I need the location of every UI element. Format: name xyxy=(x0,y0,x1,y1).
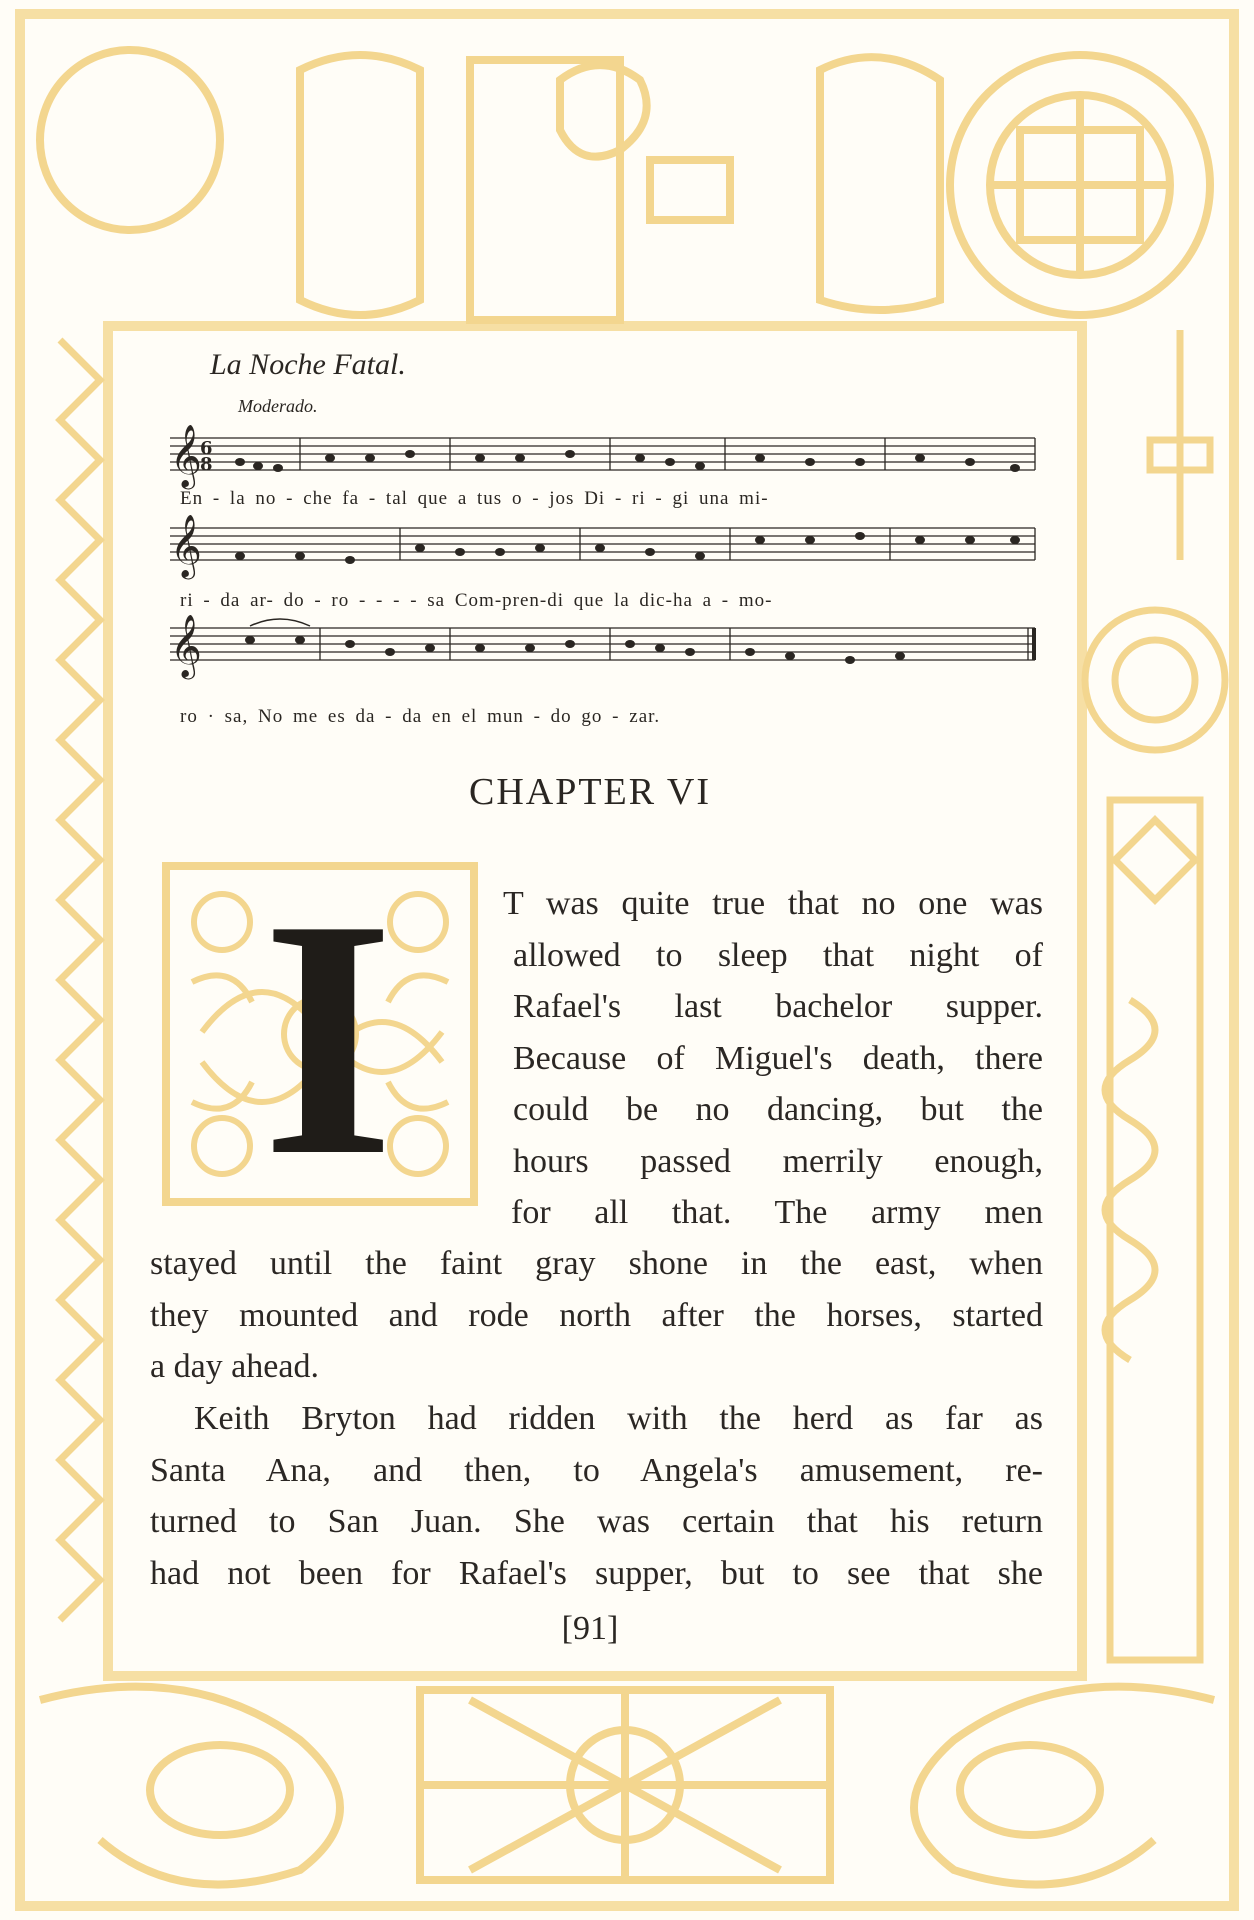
lyric-line-1: En - la no - che fa - tal que a tus o - jos Di - ri - gi una mi- xyxy=(180,488,769,509)
text-line: for all that. The army men xyxy=(511,1194,1043,1231)
text-line: could be no dancing, but the xyxy=(513,1091,1043,1128)
text-line: stayed until the faint gray shone in the east, when xyxy=(150,1245,1043,1282)
chapter-heading: CHAPTER VI xyxy=(468,771,712,813)
text-line: Because of Miguel's death, there xyxy=(513,1039,1043,1077)
paragraph-1-indented xyxy=(503,878,1043,1239)
svg-text:6: 6 xyxy=(200,438,213,459)
text-line: a day ahead. xyxy=(150,1348,319,1385)
svg-text:8: 8 xyxy=(200,454,213,475)
paragraph-1-full xyxy=(150,1238,1043,1393)
text-line: Keith Bryton had ridden with the herd as far as xyxy=(194,1400,1043,1437)
svg-text:𝄞: 𝄞 xyxy=(170,514,202,577)
text-line: Santa Ana, and then, to Angela's amusement, re- xyxy=(150,1451,1043,1489)
svg-text:𝄞: 𝄞 xyxy=(170,424,202,487)
text-line: allowed to sleep that night of xyxy=(513,936,1043,974)
text-line: hours passed merrily enough, xyxy=(513,1142,1043,1180)
drop-cap-letter: I xyxy=(262,849,395,1226)
text-line: had not been for Rafael's supper, but to see that she xyxy=(150,1554,1043,1592)
paragraph-2 xyxy=(150,1393,1043,1599)
music-staff-3 xyxy=(170,608,1040,698)
page-content xyxy=(120,338,1060,1668)
text-line: they mounted and rode north after the horses, started xyxy=(150,1296,1043,1334)
music-staff-2 xyxy=(170,508,1040,598)
tempo-marking: Moderado. xyxy=(238,396,318,416)
text-line: T was quite true that no one was xyxy=(503,885,1043,922)
drop-cap-ornament xyxy=(162,849,478,1226)
lyric-line-3: ro · sa, No me es da - da en el mun - do go - zar. xyxy=(180,706,661,727)
text-line: Rafael's last bachelor supper. xyxy=(513,988,1043,1025)
svg-text:𝄞: 𝄞 xyxy=(170,614,202,677)
lyric-line-2: ri - da ar- do - ro - - - - sa Com-pren-di que la dic-ha a - mo- xyxy=(180,590,773,611)
page-number: [91] xyxy=(561,1610,619,1647)
song-title: La Noche Fatal. xyxy=(210,348,406,381)
text-line: turned to San Juan. She was certain that his return xyxy=(150,1503,1043,1540)
